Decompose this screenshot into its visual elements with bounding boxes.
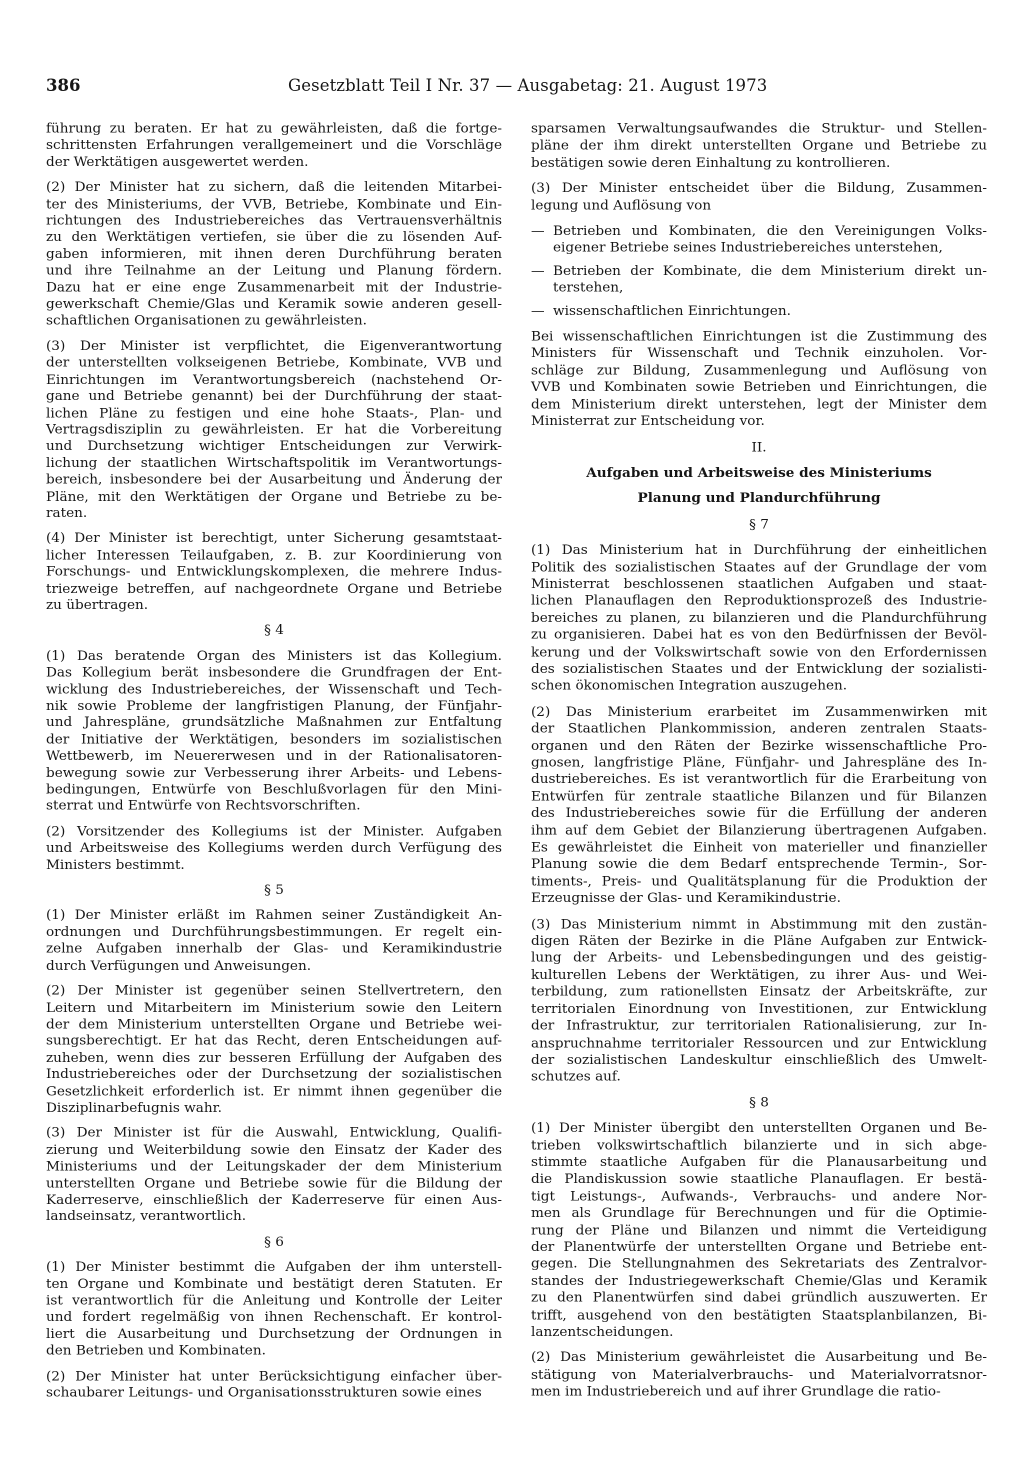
text-line: lichen Pläne zu festigen und eine hohe Staats-, Plan- und: [46, 405, 502, 421]
text-line: schrittensten Erfahrungen verallgemeinert und die Vorschläge: [46, 137, 502, 154]
text-line: digen Räten der Bezirke in die Pläne Aufgaben zur Entwick-: [531, 933, 987, 949]
text-line: kerung und der Volkswirtschaft sowie von den Erfordernissen: [531, 644, 987, 660]
text-line: des sozialistischen Staates und der Entwicklung der sozialisti-: [531, 661, 987, 677]
text-line: nik sowie Probleme der langfristigen Planung, der Fünfjahr-: [46, 698, 502, 714]
text-line: Industriebereiches oder der Durchsetzung der sozialistischen: [46, 1066, 502, 1083]
text-line: ordnungen und Durchführungsbestimmungen. Er regelt ein-: [46, 924, 502, 940]
text-line: unterstellten Organe und Betriebe sowie für die Bildung der: [46, 1175, 502, 1191]
paragraph: [531, 1350, 987, 1401]
text-line: liert die Ausarbeitung und Durchsetzung der Ordnungen in: [46, 1326, 502, 1342]
text-line: bestätigen sowie deren Einhaltung zu kontrollieren.: [531, 154, 891, 171]
text-line: Betrieben und Kombinaten, die den Vereinigungen Volks-: [553, 223, 987, 240]
list-dash: —: [531, 263, 545, 279]
text-line: pläne der ihm direkt unterstellten Organe und Betriebe zu: [531, 137, 987, 154]
text-line: ihm auf dem Gebiet der Bilanzierung übertragenen Aufgaben.: [531, 822, 987, 839]
text-line: terbildung, zum rationellsten Einsatz der Arbeitskräfte, zur: [531, 984, 987, 1000]
text-line: Ministers für Wissenschaft und Technik einzuholen. Vor-: [531, 345, 987, 362]
text-line: licher Interessen Teilaufgaben, z. B. zur Koordinierung von: [46, 547, 502, 563]
section-title: Aufgaben und Arbeitsweise des Ministeriums: [586, 465, 932, 481]
text-line: lanzentscheidungen.: [531, 1324, 674, 1340]
text-line: und Jahrespläne, grundsätzliche Maßnahmen zur Entfaltung: [46, 715, 502, 731]
list-dash: —: [531, 223, 545, 240]
text-line: zu den Werktätigen vertiefen, sie über die zu lösenden Auf-: [46, 229, 502, 246]
list-item: [531, 223, 987, 257]
text-line: dustriebereiches. Es ist verantwortlich für die Erarbeitung von: [531, 771, 987, 788]
text-line: (3) Der Minister ist verpflichtet, die Eigenverantwortung: [46, 338, 502, 354]
text-line: bedingungen, Entwürfe von Beschlußvorlagen für den Mini-: [46, 781, 502, 798]
text-line: der Staatlichen Plankommission, anderen zentralen Staats-: [531, 720, 987, 737]
text-line: (1) Der Minister erläßt im Rahmen seiner Zuständigkeit An-: [46, 907, 502, 924]
text-line: gewerkschaft Chemie/Glas und Keramik sowie anderen gesell-: [46, 296, 502, 312]
text-line: raten.: [46, 505, 88, 521]
text-line: landseinsatz, verantwortlich.: [46, 1208, 247, 1225]
text-line: (4) Der Minister ist berechtigt, unter Sicherung gesamtstaat-: [46, 530, 502, 547]
text-line: der Initiative der Werktätigen, besonders im sozialistischen: [46, 731, 502, 748]
text-line: Vertragsdisziplin zu gewährleisten. Er hat die Vorbereitung: [46, 422, 502, 438]
text-line: stimmte staatliche Aufgaben für die Planausarbeitung und: [531, 1154, 987, 1171]
text-line: Ministers bestimmt.: [46, 857, 185, 873]
text-line: Politik des sozialistischen Staates auf der Grundlage der vom: [531, 559, 987, 575]
dash-list: [531, 223, 987, 320]
text-line: bereich, insbesondere bei der Ausarbeitung und Änderung der: [46, 472, 502, 488]
text-line: sterrat und Entwürfe von Rechtsvorschriften.: [46, 798, 361, 814]
paragraph: [46, 180, 502, 330]
text-line: organen und den Räten der Bezirke wissenschaftliche Pro-: [531, 737, 987, 754]
text-line: trifft, ausgehend von den bestätigten Staatsplanbilanzen, Bi-: [531, 1307, 987, 1323]
paragraph: [531, 542, 987, 695]
paragraph: [46, 1260, 502, 1360]
paragraph: [46, 531, 502, 614]
text-line: Dazu hat er eine enge Zusammenarbeit mit der Industrie-: [46, 279, 502, 296]
text-line: Planung sowie die dem Bedarf entsprechende Termin-, Sor-: [531, 856, 987, 873]
text-line: Bei wissenschaftlichen Einrichtungen ist die Zustimmung des: [531, 328, 987, 345]
text-line: Ministerrat beschlossenen staatlichen Aufgaben und staat-: [531, 576, 987, 592]
text-line: sparsamen Verwaltungsaufwandes die Struktur- und Stellen-: [531, 121, 987, 137]
text-line: zierung und Weiterbildung sowie den Einsatz der Kader des: [46, 1142, 502, 1158]
text-line: stätigung von Materialverbrauchs- und Materialvorratsnor-: [531, 1366, 987, 1383]
text-line: gegen. Die Stellungnahmen des Sekretariats des Zentralvor-: [531, 1256, 987, 1272]
paragraph: [531, 916, 987, 1086]
text-line: Entwürfen für zentrale staatliche Bilanzen und für Bilanzen: [531, 788, 987, 805]
text-line: Forschungs- und Entwicklungskomplexen, die mehrere Indus-: [46, 564, 502, 580]
text-line: der Werktätigen ausgewertet werden.: [46, 154, 309, 170]
text-line: timents-, Preis- und Qualitätsplanung für die Produktion der: [531, 873, 987, 890]
text-line: Erzeugnisse der Glas- und Keramikindustrie.: [531, 890, 841, 907]
text-line: der Planentwürfe der unterstellten Organe und Betriebe ent-: [531, 1239, 987, 1255]
paragraph: [531, 329, 987, 431]
text-line: terstehen,: [553, 280, 624, 296]
text-line: die Plandiskussion sowie staatliche Planauflagen. Er bestä-: [531, 1171, 987, 1188]
text-line: lichung der staatlichen Wirtschaftspolitik im Verantwortungs-: [46, 455, 502, 471]
text-line: durch Verfügungen und Anweisungen.: [46, 957, 312, 974]
text-line: und fordert regelmäßig von ihnen Rechenschaft. Er kontrol-: [46, 1309, 502, 1326]
text-line: territorialen Einordnung von Investitionen, zur Entwicklung: [531, 1001, 987, 1017]
text-line: zelne Aufgaben innerhalb der Glas- und Keramikindustrie: [46, 941, 502, 957]
text-line: führung zu beraten. Er hat zu gewährleisten, daß die fortge-: [46, 121, 502, 137]
text-line: (2) Der Minister ist gegenüber seinen Stellvertretern, den: [46, 983, 502, 999]
text-line: wicklung des Industriebereiches, der Wissenschaft und Tech-: [46, 681, 502, 698]
paragraph: [531, 181, 987, 215]
text-line: ist verantwortlich für die Anleitung und Kontrolle der Leiter: [46, 1293, 502, 1309]
list-item: [531, 263, 987, 297]
text-line: lung der Arbeits- und Lebensbedingungen und des geistig-: [531, 950, 987, 966]
section-heading: § 5: [264, 882, 284, 898]
text-line: den Betrieben und Kombinaten.: [46, 1343, 266, 1359]
text-line: standes der Industriegewerkschaft Chemie/Glas und Keramik: [531, 1273, 987, 1289]
text-line: schaubarer Leitungs- und Organisationsstrukturen sowie eines: [46, 1385, 482, 1401]
text-line: dem Ministerium direkt unterstehen, legt der Minister dem: [531, 396, 987, 413]
paragraph: [46, 121, 502, 171]
text-line: kulturellen Lebens der Werktätigen, zu ihrer Aus- und Wei-: [531, 967, 987, 983]
list-item: [531, 303, 987, 320]
text-line: eigener Betriebe seines Industriebereiches unterstehen,: [553, 240, 943, 256]
paragraph: [46, 339, 502, 523]
section-heading: § 8: [749, 1094, 769, 1111]
text-line: zu den Planentwürfen sind dabei gründlich auszuwerten. Er: [531, 1290, 987, 1306]
text-line: sungsberechtigt. Er hat das Recht, deren Entscheidungen auf-: [46, 1033, 502, 1049]
running-title: Gesetzblatt Teil I Nr. 37 — Ausgabetag: 21. August 1973: [288, 76, 768, 95]
text-line: ter des Ministeriums, der VVB, Betriebe, Kombinate und Ein-: [46, 196, 502, 212]
text-line: Kaderreserve, einschließlich der Kaderreserve für einen Aus-: [46, 1192, 502, 1208]
text-line: der sozialistischen Landeskultur einschließlich des Umwelt-: [531, 1052, 987, 1068]
text-line: gaben informieren, mit ihnen deren Durchführung beraten: [46, 246, 502, 262]
paragraph: [46, 1368, 502, 1401]
text-line: Pläne, mit den Werktätigen der Organe und Betriebe zu be-: [46, 488, 502, 505]
section-title: Planung und Plandurchführung: [637, 490, 881, 507]
right-column: [531, 121, 987, 1410]
text-line: (2) Das Ministerium gewährleistet die Ausarbeitung und Be-: [531, 1349, 987, 1366]
text-line: der dem Ministerium unterstellten Organe und Betriebe wei-: [46, 1016, 502, 1033]
text-line: (1) Das beratende Organ des Ministers ist das Kollegium.: [46, 648, 502, 664]
text-line: schläge zur Bildung, Zusammenlegung und Auflösung von: [531, 362, 987, 379]
paragraph: [46, 824, 502, 874]
section-heading: II.: [751, 439, 767, 455]
text-line: tigt Leistungs-, Aufwands-, Verbrauchs- und andere Nor-: [531, 1188, 987, 1204]
text-line: bewegung sowie zur Verbesserung ihrer Arbeits- und Lebens-: [46, 765, 502, 781]
text-line: schaftlichen Organisationen zu gewährleisten.: [46, 313, 367, 329]
text-line: lichen Planauflagen den Reproduktionsprozeß des Industrie-: [531, 593, 987, 609]
text-line: Disziplinarbefugnis wahr.: [46, 1100, 222, 1116]
paragraph: [531, 121, 987, 172]
text-line: wissenschaftlichen Einrichtungen.: [553, 302, 791, 319]
text-line: richtungen des Industriebereiches das Vertrauensverhältnis: [46, 213, 502, 229]
text-line: (2) Das Ministerium erarbeitet im Zusammenwirken mit: [531, 703, 987, 720]
text-line: schutzes auf.: [531, 1069, 621, 1085]
text-line: und Durchsetzung wichtiger Entscheidungen zur Verwirk-: [46, 438, 502, 455]
text-line: schen ökonomischen Integration auszugehen.: [531, 678, 848, 694]
paragraph: [46, 1126, 502, 1226]
text-line: (2) Vorsitzender des Kollegiums ist der Minister. Aufgaben: [46, 823, 502, 840]
text-line: Es gewährleistet die Einheit von materieller und finanzieller: [531, 839, 987, 856]
page-number: 386: [46, 76, 81, 95]
left-column: [46, 121, 502, 1410]
text-line: (2) Der Minister hat unter Berücksichtigung einfacher über-: [46, 1368, 502, 1384]
text-line: gane und Betriebe genannt) bei der Durchführung der staat-: [46, 388, 502, 405]
text-line: bereiches zu planen, zu bilanzieren und die Plandurchführung: [531, 610, 987, 626]
page-header: [46, 76, 986, 98]
text-line: ten Organe und Kombinate und bestätigt deren Statuten. Er: [46, 1276, 502, 1292]
text-line: (3) Der Minister entscheidet über die Bildung, Zusammen-: [531, 180, 987, 197]
paragraph: [46, 983, 502, 1117]
text-line: trieben volkswirtschaftlich bilanzierte und in sich abge-: [531, 1137, 987, 1154]
text-line: und Arbeitsweise des Kollegiums werden durch Verfügung des: [46, 840, 502, 856]
text-line: Gesetzlichkeit erforderlich ist. Er nimmt ihnen gegenüber die: [46, 1083, 502, 1099]
paragraph: [531, 1120, 987, 1341]
text-line: Wettbewerb, im Neuererwesen und in der Rationalisatoren-: [46, 748, 502, 764]
text-line: triezweige betreffen, auf nachgeordnete Organe und Betriebe: [46, 580, 502, 597]
section-heading: § 6: [264, 1234, 284, 1250]
text-line: und ihre Teilnahme an der Leitung und Planung fördern.: [46, 263, 502, 279]
paragraph: [46, 908, 502, 975]
text-line: der unterstellten volkseigenen Betriebe, Kombinate, VVB und: [46, 355, 502, 371]
text-line: (1) Der Minister bestimmt die Aufgaben der ihm unterstell-: [46, 1259, 502, 1275]
text-line: (3) Das Ministerium nimmt in Abstimmung mit den zustän-: [531, 916, 987, 932]
text-line: men im Industriebereich und auf ihrer Grundlage die ratio-: [531, 1383, 941, 1400]
text-line: (1) Der Minister übergibt den unterstellten Organen und Be-: [531, 1120, 987, 1137]
text-line: men als Grundlage für Berechnungen und für die Optimie-: [531, 1205, 987, 1221]
text-line: rung der Pläne und Bilanzen und nimmt die Verteidigung: [531, 1222, 987, 1238]
text-line: zu organisieren. Dabei hat es von den Bedürfnissen der Bevöl-: [531, 627, 987, 643]
text-line: gnosen, langfristige Pläne, Fünfjahr- und Jahrespläne des In-: [531, 754, 987, 771]
text-line: des Industriebereiches sowie für die Erfüllung der anderen: [531, 805, 987, 822]
text-line: (3) Der Minister ist für die Auswahl, Entwicklung, Qualifi-: [46, 1125, 502, 1141]
text-line: (1) Das Ministerium hat in Durchführung der einheitlichen: [531, 542, 987, 558]
text-line: zu übertragen.: [46, 597, 149, 613]
paragraph: [46, 648, 502, 815]
text-line: legung und Auflösung von: [531, 197, 712, 214]
text-line: Leitern und Mitarbeitern im Ministerium sowie den Leitern: [46, 1000, 502, 1016]
text-line: Betrieben der Kombinate, die dem Ministerium direkt un-: [553, 263, 987, 279]
text-line: VVB und Kombinaten sowie Betrieben und Einrichtungen, die: [531, 379, 987, 396]
section-heading: § 7: [749, 516, 769, 533]
text-line: anspruchnahme territorialer Ressourcen und zur Entwicklung: [531, 1035, 987, 1051]
text-line: (2) Der Minister hat zu sichern, daß die leitenden Mitarbei-: [46, 179, 502, 196]
text-line: Ministeriums und der Leitungskader der dem Ministerium: [46, 1158, 502, 1175]
text-line: Einrichtungen im Verantwortungsbereich (nachstehend Or-: [46, 371, 502, 388]
section-heading: § 4: [264, 622, 284, 639]
text-line: Das Kollegium berät insbesondere die Grundfragen der Ent-: [46, 664, 502, 681]
paragraph: [531, 704, 987, 908]
text-line: Ministerrat zur Entscheidung vor.: [531, 413, 765, 430]
text-line: der Infrastruktur, zur territorialen Rationalisierung, zur In-: [531, 1018, 987, 1034]
list-dash: —: [531, 302, 545, 319]
text-line: zuheben, wenn dies zur besseren Erfüllung der Aufgaben des: [46, 1050, 502, 1066]
